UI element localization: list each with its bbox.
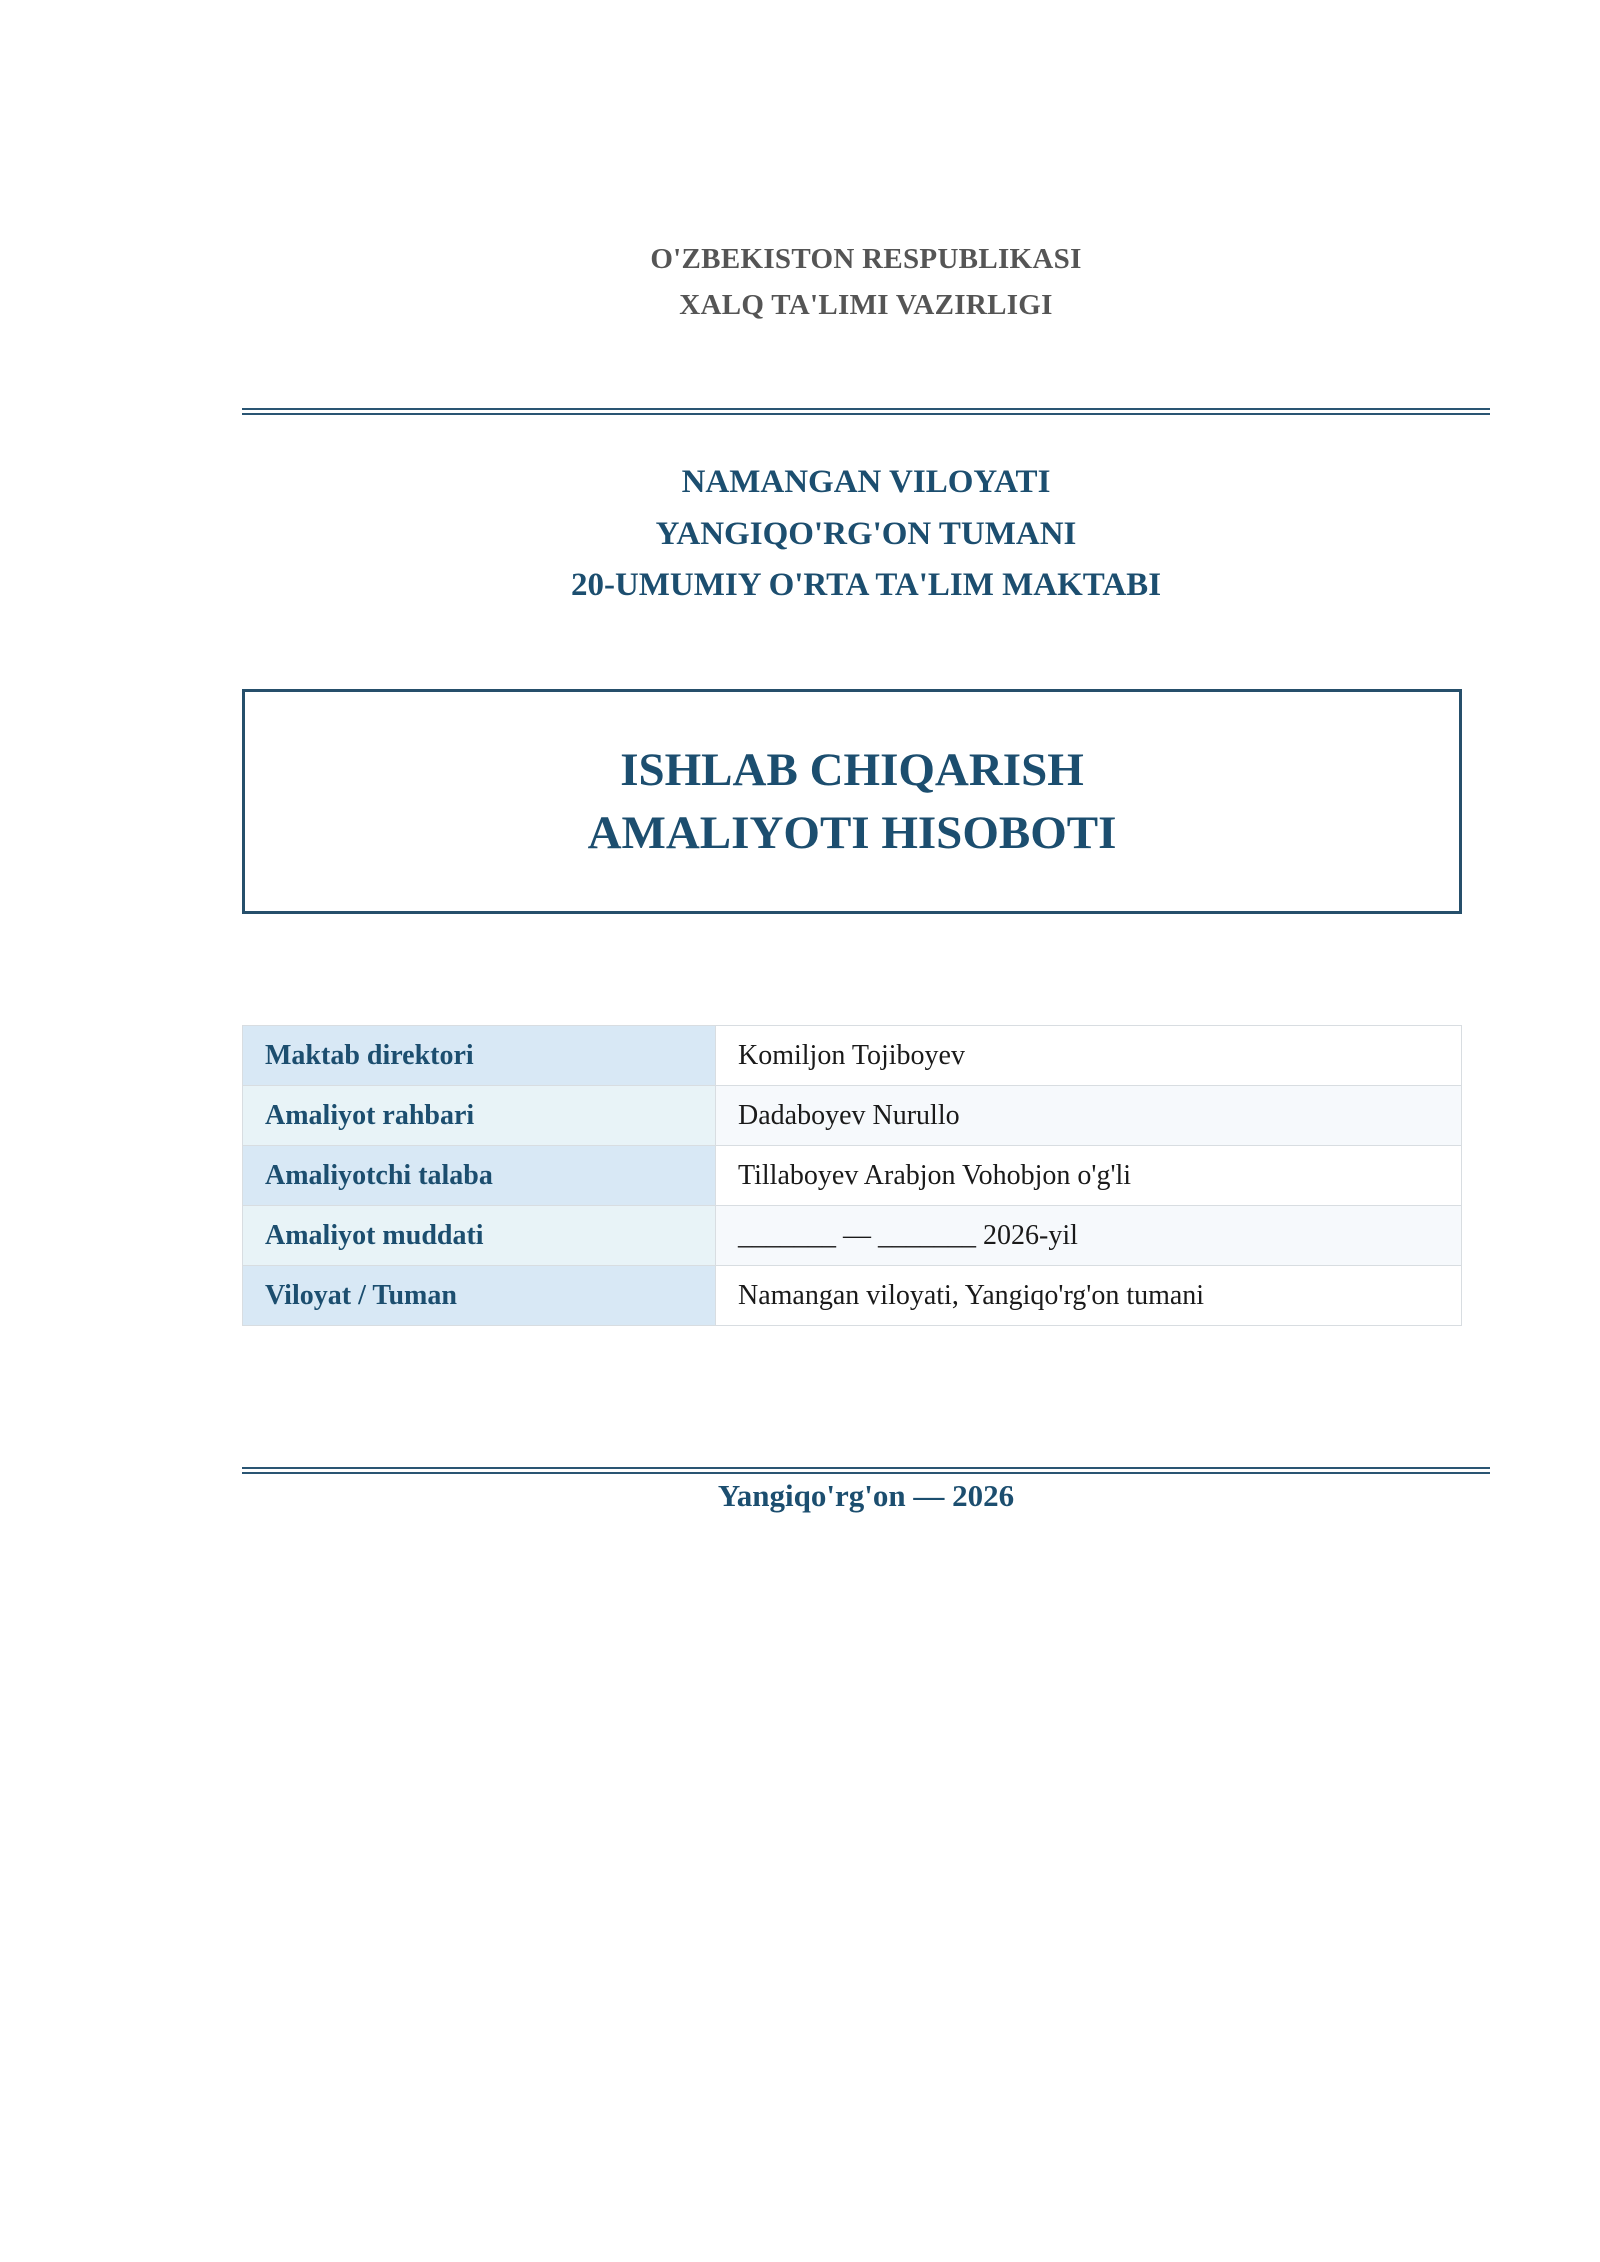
info-value: _______ — _______ 2026-yil xyxy=(716,1206,1462,1266)
info-value: Komiljon Tojiboyev xyxy=(716,1026,1462,1086)
school-name: 20-UMUMIY O'RTA TA'LIM MAKTABI xyxy=(570,567,1162,603)
ministry-name: XALQ TA'LIMI VAZIRLIGI xyxy=(679,289,1053,321)
report-title-line2: AMALIYOTI HISOBOTI xyxy=(587,806,1117,859)
info-label: Viloyat / Tuman xyxy=(243,1266,716,1326)
info-value: Tillaboyev Arabjon Vohobjon o'g'li xyxy=(716,1146,1462,1206)
report-title-box xyxy=(242,689,1462,914)
info-row-supervisor xyxy=(243,1086,1462,1146)
info-row-period xyxy=(243,1206,1462,1266)
school-header xyxy=(0,457,1600,612)
info-value: Namangan viloyati, Yangiqo'rg'on tumani xyxy=(716,1266,1462,1326)
info-table xyxy=(242,1025,1462,1326)
school-region: NAMANGAN VILOYATI xyxy=(681,464,1051,500)
info-label: Amaliyot muddati xyxy=(243,1206,716,1266)
info-row-student xyxy=(243,1146,1462,1206)
info-label: Maktab direktori xyxy=(243,1026,716,1086)
info-row-region xyxy=(243,1266,1462,1326)
info-row-director xyxy=(243,1026,1462,1086)
school-district: YANGIQO'RG'ON TUMANI xyxy=(655,515,1077,552)
footer-place-year: Yangiqo'rg'on — 2026 xyxy=(717,1478,1015,1513)
info-label: Amaliyotchi talaba xyxy=(243,1146,716,1206)
ministry-header xyxy=(0,236,1600,328)
top-divider xyxy=(242,408,1490,415)
report-title-line1: ISHLAB CHIQARISH xyxy=(620,743,1084,796)
ministry-country: O'ZBEKISTON RESPUBLIKASI xyxy=(650,243,1082,275)
info-value: Dadaboyev Nurullo xyxy=(716,1086,1462,1146)
info-label: Amaliyot rahbari xyxy=(243,1086,716,1146)
